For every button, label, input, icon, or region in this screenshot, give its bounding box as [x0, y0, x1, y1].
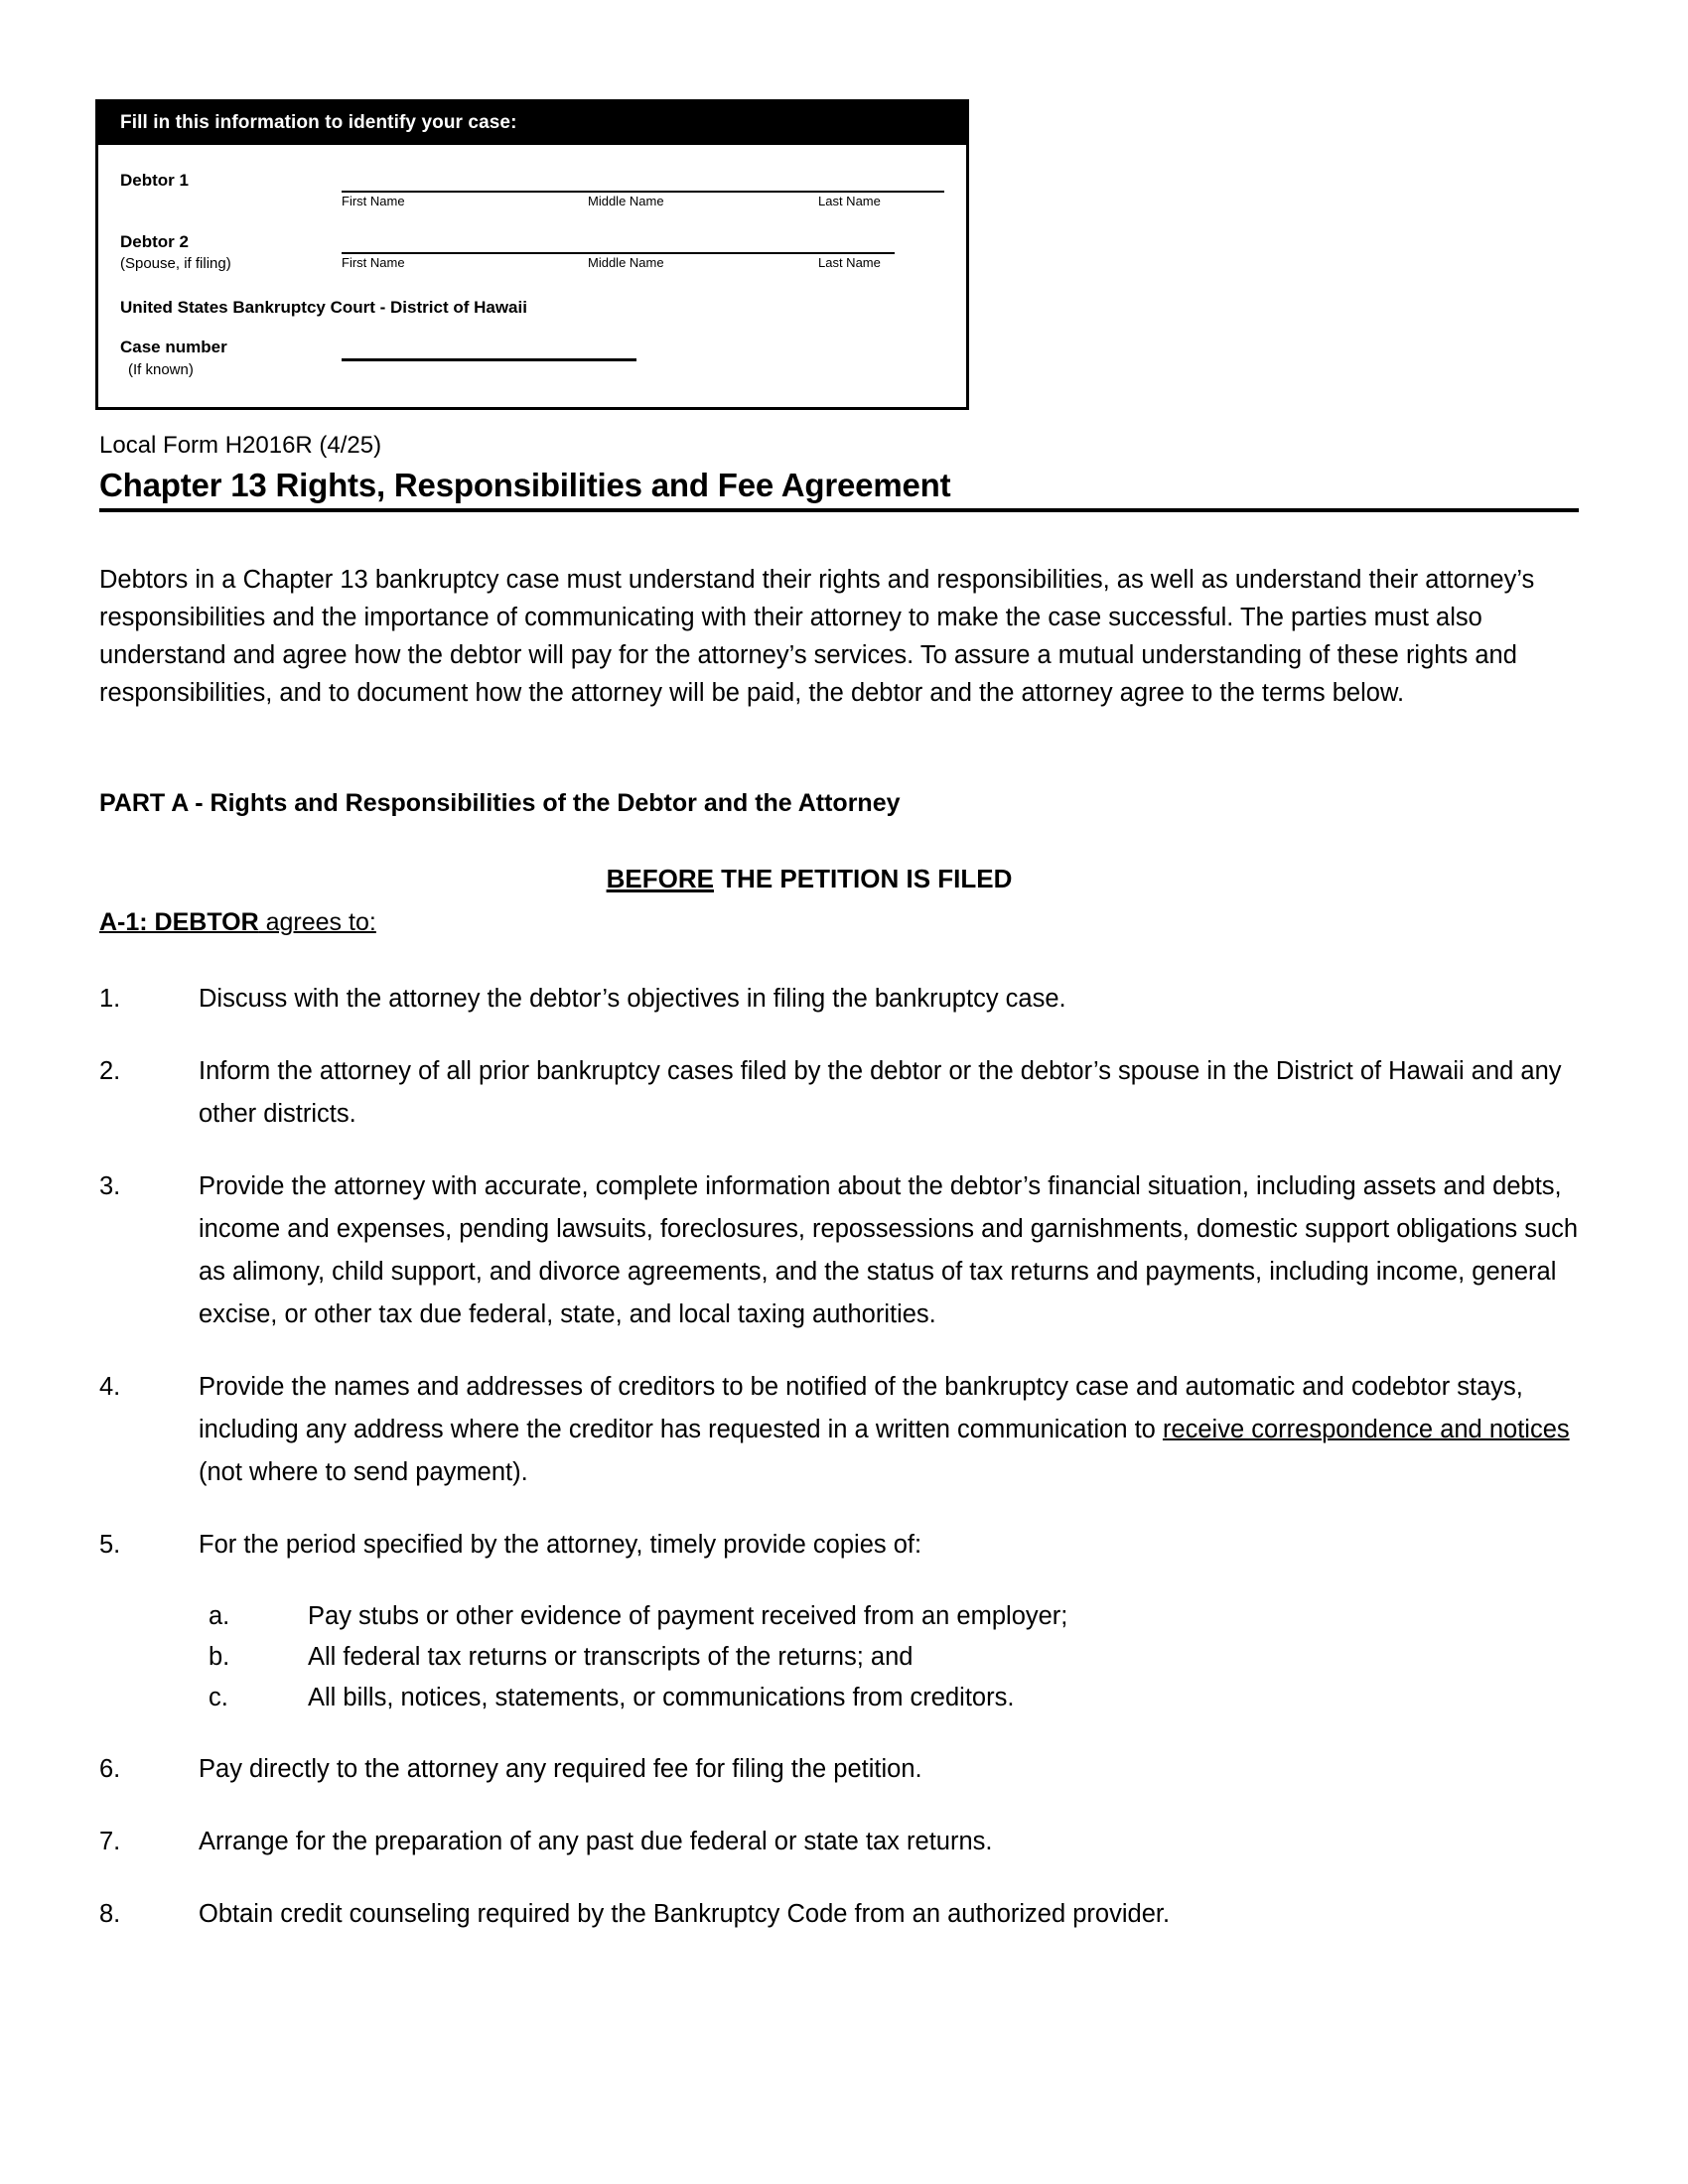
debtor-1-name-sublabels	[342, 194, 944, 213]
list-item	[99, 978, 1579, 1021]
case-number-row	[98, 338, 966, 389]
list-item	[99, 1893, 1579, 1936]
sublist-item-text: Pay stubs or other evidence of payment received from an employer;	[308, 1602, 1068, 1630]
a1-debtor-heading-rest: agrees to:	[258, 908, 376, 936]
list-item	[99, 1748, 1579, 1791]
case-box-body	[98, 145, 966, 407]
list-item-sublist	[199, 1596, 1579, 1718]
case-number-input-line[interactable]	[342, 358, 636, 361]
a1-debtor-heading	[99, 908, 376, 937]
sublist-item-marker: b.	[209, 1643, 230, 1671]
before-petition-heading	[99, 864, 1519, 894]
sublist-item-marker: c.	[209, 1684, 228, 1711]
sublist-item	[199, 1596, 1579, 1637]
part-a-heading: PART A - Rights and Responsibilities of the Debtor and the Attorney	[99, 789, 901, 817]
list-item	[99, 1821, 1579, 1863]
case-number-label: Case number	[120, 338, 227, 356]
list-item-text-underlined: receive correspondence and notices	[1162, 1416, 1570, 1443]
case-box-header: Fill in this information to identify your case:	[98, 102, 966, 145]
debtor-1-name-line[interactable]	[342, 191, 944, 193]
list-item-text: For the period specified by the attorney, timely provide copies of:	[199, 1531, 922, 1559]
debtor-1-last-name-label: Last Name	[818, 194, 881, 208]
list-item-marker: 3.	[99, 1172, 121, 1200]
list-item-text: Discuss with the attorney the debtor’s objectives in filing the bankruptcy case.	[199, 985, 1066, 1013]
debtor-2-first-name-label: First Name	[342, 255, 405, 270]
list-item	[99, 1165, 1579, 1336]
debtor-obligations-list	[99, 978, 1579, 1966]
list-item-marker: 7.	[99, 1828, 121, 1855]
sublist-item-text: All federal tax returns or transcripts of the returns; and	[308, 1643, 914, 1671]
list-item	[99, 1524, 1579, 1718]
list-item-marker: 2.	[99, 1057, 121, 1085]
list-item-text: Obtain credit counseling required by the Bankruptcy Code from an authorized provider.	[199, 1900, 1171, 1928]
court-name: United States Bankruptcy Court - District of Hawaii	[120, 298, 527, 317]
a1-debtor-heading-bold: A-1: DEBTOR	[99, 908, 259, 936]
list-item-marker: 4.	[99, 1373, 121, 1401]
list-item	[99, 1050, 1579, 1136]
list-item-text: Arrange for the preparation of any past due federal or state tax returns.	[199, 1828, 993, 1855]
list-item-text	[199, 1366, 1579, 1494]
debtor-2-row	[98, 222, 966, 284]
sublist-item	[199, 1678, 1579, 1718]
sublist-item	[199, 1637, 1579, 1678]
debtor-1-first-name-label: First Name	[342, 194, 405, 208]
list-item-text-before: Provide the names and addresses of creditors to be notified of the bankruptcy case and automatic and codebtor stays, including any address where the creditor has requested in a written communication to	[199, 1373, 1523, 1443]
debtor-1-middle-name-label: Middle Name	[588, 194, 664, 208]
debtor-2-middle-name-label: Middle Name	[588, 255, 664, 270]
list-item-text: Provide the attorney with accurate, complete information about the debtor’s financial situation, including assets and debts, income and expenses, pending lawsuits, foreclosures, repossessions and garnishments, domestic support obligations such as alimony, child support, and divorce agreements, and the status of tax returns and payments, including income, general excise, or other tax due federal, state, and local taxing authorities.	[199, 1172, 1579, 1328]
debtor-2-last-name-label: Last Name	[818, 255, 881, 270]
before-petition-heading-rest: THE PETITION IS FILED	[713, 864, 1013, 893]
debtor-2-name-sublabels	[342, 255, 944, 275]
intro-paragraph: Debtors in a Chapter 13 bankruptcy case must understand their rights and responsibilities, as well as understand their attorney’s responsibilities and the importance of communicating with their attorney to make the case successful. The parties must also understand and agree how the debtor will pay for the attorney’s services. To assure a mutual understanding of these rights and responsibilities, and to document how the attorney will be paid, the debtor and the attorney agree to the terms below.	[99, 566, 1535, 707]
case-identification-box	[95, 99, 969, 410]
debtor-2-name-line[interactable]	[342, 252, 895, 254]
list-item-marker: 8.	[99, 1900, 121, 1928]
list-item-marker: 5.	[99, 1531, 121, 1559]
page-title: Chapter 13 Rights, Responsibilities and Fee Agreement	[99, 467, 1579, 512]
sublist-item-text: All bills, notices, statements, or communications from creditors.	[308, 1684, 1015, 1711]
list-item-marker: 1.	[99, 985, 121, 1013]
list-item-text: Inform the attorney of all prior bankruptcy cases filed by the debtor or the debtor’s spouse in the District of Hawaii and any other districts.	[199, 1057, 1562, 1128]
list-item	[99, 1366, 1579, 1494]
case-number-if-known-note: (If known)	[128, 361, 194, 378]
debtor-2-label: Debtor 2	[120, 232, 189, 251]
list-item-text-after: (not where to send payment).	[199, 1458, 528, 1486]
list-item-text: Pay directly to the attorney any required fee for filing the petition.	[199, 1755, 922, 1783]
sublist-item-marker: a.	[209, 1602, 230, 1630]
list-item-marker: 6.	[99, 1755, 121, 1783]
debtor-1-label: Debtor 1	[120, 171, 189, 190]
form-number: Local Form H2016R (4/25)	[99, 432, 382, 459]
debtor-1-row	[98, 161, 966, 222]
debtor-2-spouse-note: (Spouse, if filing)	[120, 255, 231, 272]
before-petition-heading-underlined: BEFORE	[606, 864, 714, 893]
